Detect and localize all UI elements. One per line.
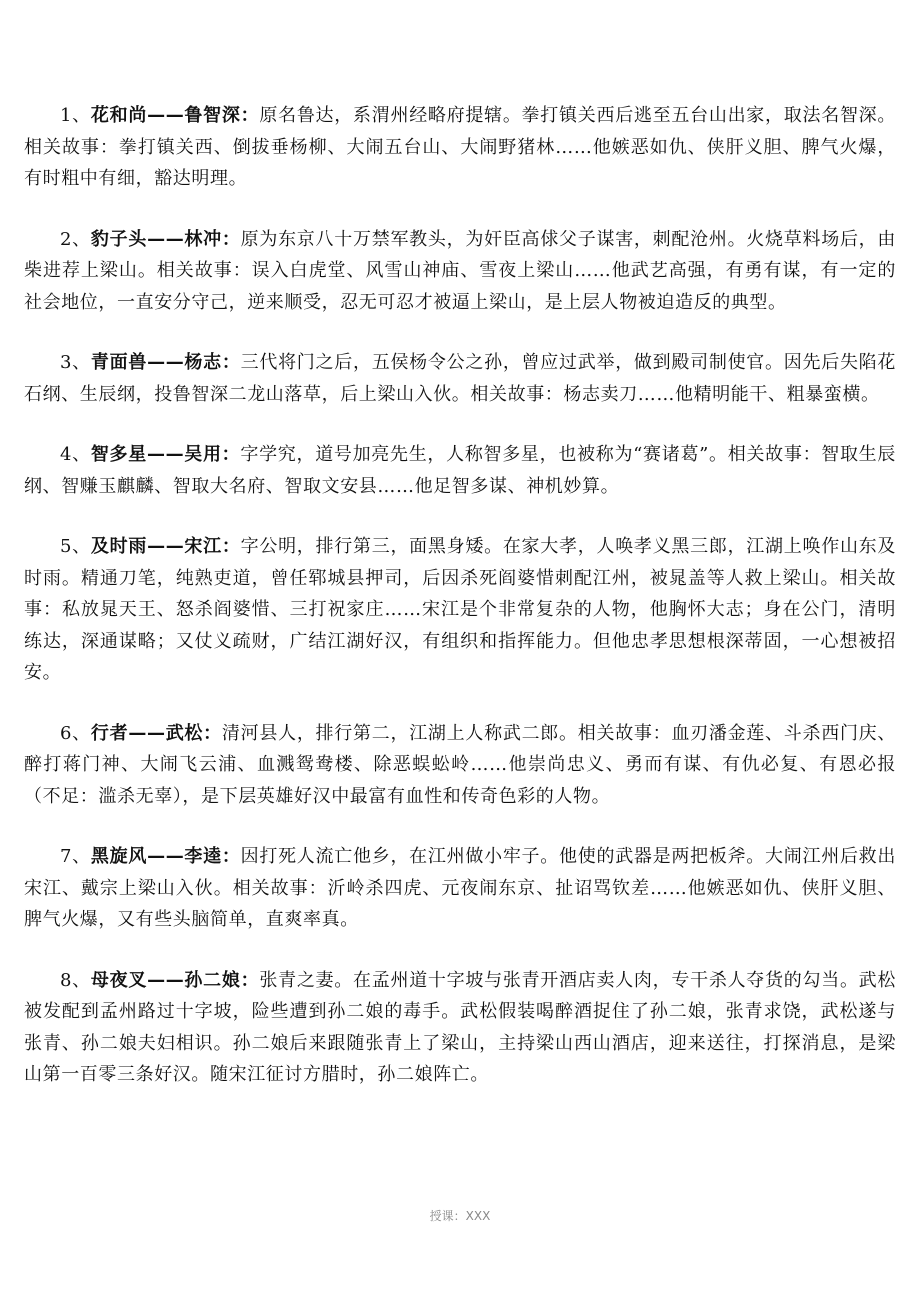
- entry-title: 行者——武松：: [90, 722, 222, 744]
- entry-heading: [60, 846, 241, 867]
- entry-number: 2、: [60, 228, 91, 250]
- character-entry-1: [24, 100, 896, 195]
- entry-heading: [60, 352, 241, 373]
- entry-title: 智多星——吴用：: [90, 444, 241, 465]
- entry-heading: [60, 536, 241, 557]
- entry-number: 8、: [60, 969, 91, 991]
- entry-heading: [60, 723, 222, 744]
- character-entry-7: [24, 841, 896, 936]
- entry-text: 原为东京八十万禁军教头，为奸臣高俅父子谋害，刺配沧州。火烧草料场后，由柴进荐上梁山。相关故事：误入白虎堂、风雪山神庙、雪夜上梁山……他武艺高强，有勇有谋，有一定的社会地位，一直安分守己，逆来顺受，忍无可忍才被逼上梁山，是上层人物被迫造反的典型。: [24, 228, 896, 313]
- entry-title: 母夜叉——孙二娘：: [90, 969, 260, 991]
- entry-text: 字学究，道号加亮先生，人称智多星，也被称为“赛诸葛”。相关故事：智取生辰纲、智赚玉麒麟、智取大名府、智取文安县……他足智多谋、神机妙算。: [24, 444, 896, 497]
- character-entry-2: [24, 224, 896, 319]
- entry-number: 5、: [60, 536, 91, 557]
- entry-number: 7、: [60, 846, 91, 867]
- entry-title: 及时雨——宋江：: [90, 536, 241, 557]
- entry-number: 6、: [60, 722, 91, 744]
- character-entry-3: [24, 347, 896, 410]
- entry-text: 字公明，排行第三，面黑身矮。在家大孝，人唤孝义黑三郎，江湖上唤作山东及时雨。精通刀笔，纯熟吏道，曾任郓城县押司，后因杀死阎婆惜刺配江州，被晁盖等人救上梁山。相关故事：私放晁天王、怒杀阎婆惜、三打祝家庄……宋江是个非常复杂的人物，他胸怀大志；身在公门，清明练达，深通谋略；又仗义疏财，广结江湖好汉，有组织和指挥能力。但他忠孝思想根深蒂固，一心想被招安。: [24, 536, 896, 683]
- character-entry-5: [24, 531, 896, 689]
- entry-heading: [60, 229, 241, 250]
- entry-text: 因打死人流亡他乡，在江州做小牢子。他使的武器是两把板斧。大闹江州后救出宋江、戴宗上梁山入伙。相关故事：沂岭杀四虎、元夜闹东京、扯诏骂钦差……他嫉恶如仇、侠肝义胆、脾气火爆，又有些头脑简单，直爽率真。: [24, 846, 896, 930]
- entry-heading: [60, 444, 240, 465]
- character-entry-4: [24, 439, 896, 502]
- entry-title: 花和尚——鲁智深：: [90, 105, 260, 126]
- character-entry-8: [24, 965, 896, 1091]
- entry-text: 原名鲁达，系渭州经略府提辖。拳打镇关西后逃至五台山出家，取法名智深。相关故事：拳打镇关西、倒拔垂杨柳、大闹五台山、大闹野猪林……他嫉恶如仇、侠肝义胆、脾气火爆，有时粗中有细，豁达明理。: [24, 105, 897, 189]
- page-footer: 授课：XXX: [429, 1209, 491, 1223]
- entry-title: 豹子头——林冲：: [90, 228, 241, 250]
- entry-number: 4、: [60, 444, 91, 465]
- entry-text: 张青之妻。在孟州道十字坡与张青开酒店卖人肉，专干杀人夺货的勾当。武松被发配到孟州路过十字坡，险些遭到孙二娘的毒手。武松假装喝醉酒捉住了孙二娘，张青求饶，武松遂与张青、孙二娘夫妇相识。孙二娘后来跟随张青上了梁山，主持梁山西山酒店，迎来送往，打探消息，是梁山第一百零三条好汉。随宋江征讨方腊时，孙二娘阵亡。: [24, 969, 897, 1085]
- entry-heading: [60, 105, 259, 126]
- entry-text: 三代将门之后，五侯杨令公之孙，曾应过武举，做到殿司制使官。因先后失陷花石纲、生辰纲，投鲁智深二龙山落草，后上梁山入伙。相关故事：杨志卖刀……他精明能干、粗暴蛮横。: [24, 352, 896, 405]
- entry-title: 青面兽——杨志：: [90, 352, 241, 373]
- entry-number: 3、: [60, 352, 91, 373]
- entry-text: 清河县人，排行第二，江湖上人称武二郎。相关故事：血刃潘金莲、斗杀西门庆、醉打蒋门神、大闹飞云浦、血溅鸳鸯楼、除恶蜈蚣岭……他崇尚忠义、勇而有谋、有仇必复、有恩必报（不足：滥杀无辜），是下层英雄好汉中最富有血性和传奇色彩的人物。: [24, 722, 897, 807]
- entry-title: 黑旋风——李逵：: [90, 846, 241, 867]
- entry-heading: [60, 970, 259, 991]
- entry-number: 1、: [60, 105, 91, 126]
- character-entry-6: [24, 718, 896, 813]
- document-body: [24, 100, 896, 1120]
